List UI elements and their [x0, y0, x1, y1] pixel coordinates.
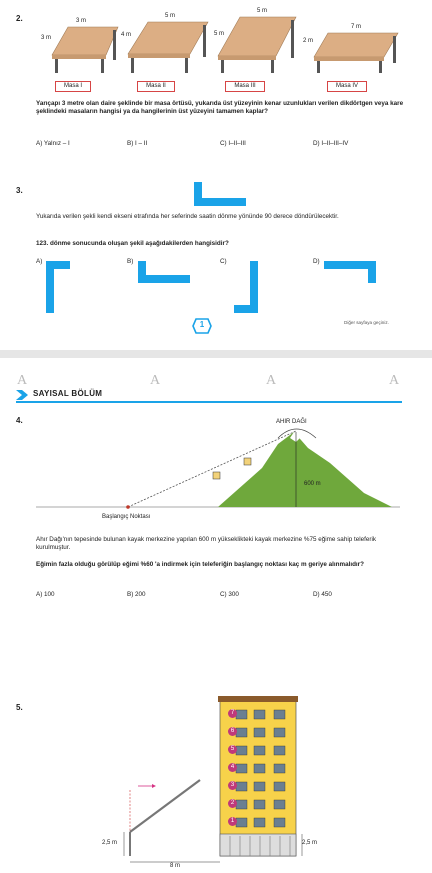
question-5-number: 5. [16, 703, 23, 712]
question-4-number: 4. [16, 416, 23, 425]
table-3-label: Masa III [225, 81, 265, 92]
option-b-shape-bottom [138, 275, 190, 283]
question-4-option-b[interactable]: B) 200 [127, 591, 146, 598]
table-1-top-dim: 3 m [76, 18, 87, 24]
next-page-note: Diğer sayfaya geçiniz. [344, 320, 389, 325]
mountain-label: AHIR DAĞI [276, 419, 307, 425]
question-4-option-c[interactable]: C) 300 [220, 591, 239, 598]
question-2-option-b[interactable]: B) I – II [127, 140, 148, 147]
table-3-top-dim: 5 m [257, 8, 268, 14]
option-d-shape-side [368, 261, 376, 283]
option-c-shape-bottom [234, 305, 258, 313]
left-height-label: 2,5 m [102, 840, 118, 846]
table-2-side-dim: 4 m [121, 32, 132, 38]
booklet-mark-2: A [150, 373, 161, 388]
table-4-side-dim: 2 m [303, 38, 314, 44]
question-3-number: 3. [16, 186, 23, 195]
section-title: SAYISAL BÖLÜM [33, 389, 103, 398]
question-4-option-d[interactable]: D) 450 [313, 591, 332, 598]
booklet-mark-4: A [389, 373, 400, 388]
page-number: 1 [199, 320, 205, 329]
question-2-text: Yarıçapı 3 metre olan daire şeklinde bir masa örtüsü, yukarıda üst yüzeyinin kenar uzunlukları verilen dikdörtgen veya kare şeklindeki masaların hangisi ya da hangilerinin üst yüzeyini tamamen kaplar? [36, 100, 404, 116]
question-2-option-c[interactable]: C) I–II–III [220, 140, 246, 147]
table-3-side-dim: 5 m [214, 31, 225, 37]
given-shape-horizontal [194, 198, 246, 206]
floor-badge-5: 5 [228, 745, 237, 754]
table-1-side-dim: 3 m [41, 35, 52, 41]
question-3-text-2: 123. dönme sonucunda oluşan şekil aşağıdakilerden hangisidir? [36, 240, 229, 247]
building-diagram [90, 690, 330, 870]
option-a-shape-side [46, 261, 54, 313]
booklet-mark-3: A [266, 373, 277, 388]
page-separator [0, 350, 432, 358]
table-4-top-dim: 7 m [351, 24, 362, 30]
question-2-number: 2. [16, 14, 23, 23]
booklet-mark-1: A [17, 373, 28, 388]
table-1-label: Masa I [55, 81, 91, 92]
question-4-text-2: Eğimin fazla olduğu görülüp eğimi %60 'a indirmek için teleferiğin başlangıç noktası kaç m geriye alınmalıdır? [36, 561, 364, 568]
section-arrow-icon [16, 390, 28, 400]
floor-badges [228, 709, 240, 826]
question-3-option-a[interactable]: A) [36, 258, 43, 265]
floor-badge-7: 7 [228, 709, 237, 718]
question-3-option-c[interactable]: C) [220, 258, 227, 265]
question-2-option-a[interactable]: A) Yalnız – I [36, 140, 70, 147]
table-2-label: Masa II [137, 81, 175, 92]
cable-car-diagram [0, 408, 432, 518]
floor-badge-2: 2 [228, 799, 237, 808]
question-3-option-b[interactable]: B) [127, 258, 134, 265]
question-4-text-1: Ahır Dağı'nın tepesinde bulunan kayak merkezine yapılan 600 m yükseklikteki kayak merkezine %75 eğime sahip teleferik kurulmuştur. [36, 536, 377, 552]
question-2-option-d[interactable]: D) I–II–III–IV [313, 140, 349, 147]
start-point-label: Başlangıç Noktası [102, 514, 151, 520]
table-2-top-dim: 5 m [165, 13, 176, 19]
distance-label: 8 m [170, 863, 181, 869]
section-underline [16, 401, 402, 403]
height-label: 600 m [304, 481, 321, 487]
table-4-label: Masa IV [327, 81, 367, 92]
floor-badge-1: 1 [228, 817, 237, 826]
right-height-label: 2,5 m [302, 840, 318, 846]
floor-badge-3: 3 [228, 781, 237, 790]
floor-badge-4: 4 [228, 763, 237, 772]
question-3-option-d[interactable]: D) [313, 258, 320, 265]
question-3-text-1: Yukarıda verilen şekli kendi ekseni etrafında her seferinde saatin dönme yönünde 90 derece döndürülecektir. [36, 213, 339, 220]
question-4-option-a[interactable]: A) 100 [36, 591, 55, 598]
floor-badge-6: 6 [228, 727, 237, 736]
